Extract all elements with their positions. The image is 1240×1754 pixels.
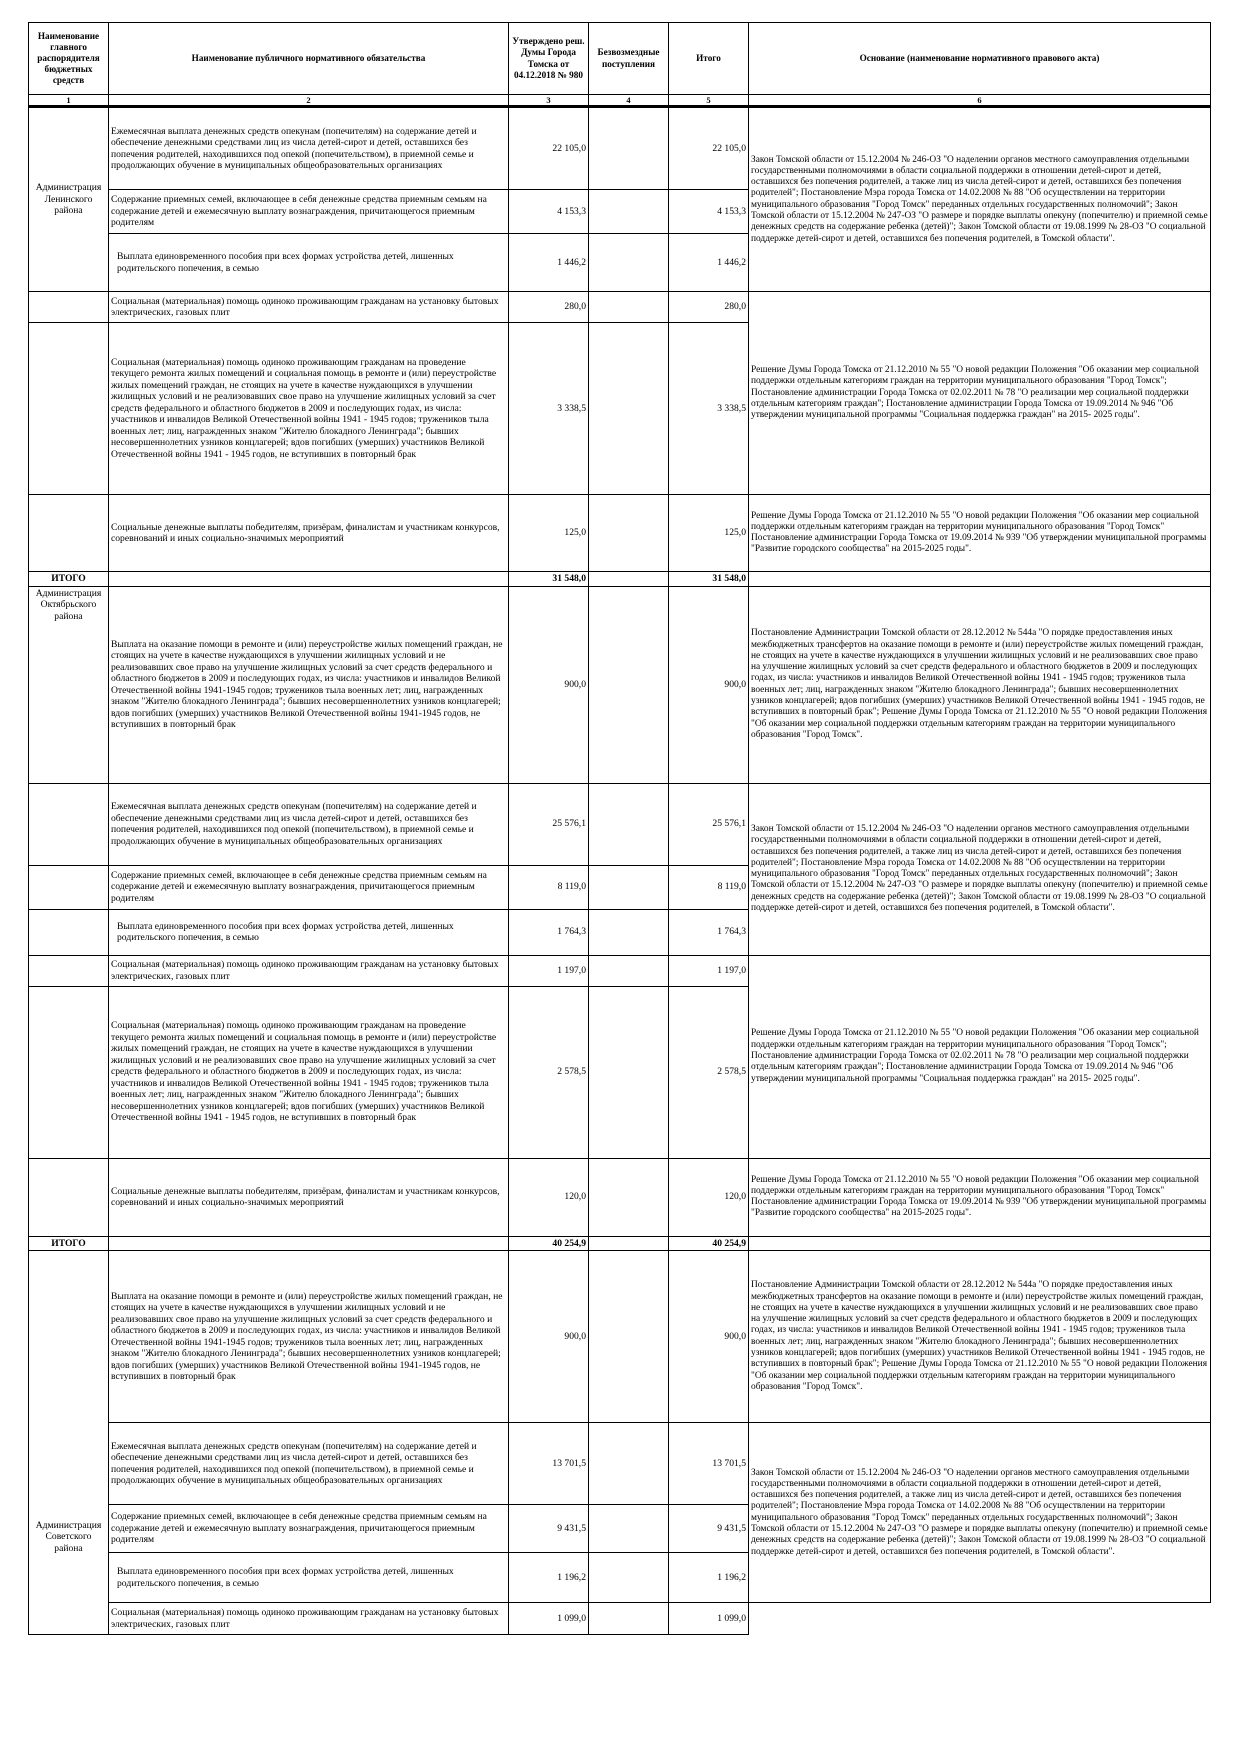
col-index: 3 xyxy=(509,95,589,107)
header-total: Итого xyxy=(669,23,749,95)
total-approved: 40 254,9 xyxy=(509,1236,589,1251)
obligation-name: Выплата единовременного пособия при всех формах устройства детей, лишенных родительского попечения, в семью xyxy=(109,909,509,955)
free-receipts-value xyxy=(589,1251,669,1423)
free-receipts-value xyxy=(589,1603,669,1635)
total-value: 9 431,5 xyxy=(669,1505,749,1553)
total-value: 1 197,0 xyxy=(669,955,749,986)
total-value: 1 099,0 xyxy=(669,1603,749,1635)
approved-value: 1 197,0 xyxy=(509,955,589,986)
table-row xyxy=(29,586,1211,783)
obligation-name: Выплата единовременного пособия при всех формах устройства детей, лишенных родительского попечения, в семью xyxy=(109,1553,509,1603)
approved-value: 8 119,0 xyxy=(509,865,589,909)
legal-basis: Решение Думы Города Томска от 21.12.2010 № 55 "О новой редакции Положения "Об оказании мер социальной поддержки отдельным категориям граждан на территории муниципального образования "Город Томск" Постановление администрации Города Томска от 19.09.2014 № 939 "Об утверждении муниципальной программы "Развитие городского сообщества" на 2015-2025 годы". xyxy=(749,495,1211,572)
approved-value: 1 764,3 xyxy=(509,909,589,955)
approved-value: 25 576,1 xyxy=(509,783,589,865)
obligation-name: Содержание приемных семей, включающее в себя денежные средства приемным семьям на содержание детей и ежемесячную выплату вознаграждения, причитающегося приемным родителям xyxy=(109,1505,509,1553)
free-receipts-value xyxy=(589,783,669,865)
approved-value: 3 338,5 xyxy=(509,323,589,495)
free-receipts-value xyxy=(589,190,669,234)
column-index-row xyxy=(29,95,1211,107)
free-receipts-value xyxy=(589,234,669,292)
obligation-name: Выплата единовременного пособия при всех формах устройства детей, лишенных родительского попечения, в семью xyxy=(109,234,509,292)
total-value: 280,0 xyxy=(669,292,749,323)
obligation-name: Социальная (материальная) помощь одиноко проживающим гражданам на проведение текущего ремонта жилых помещений и социальная помощь в ремонте и (или) переустройстве жилых помещений граждан, не стоящих на учете в качестве нуждающихся в улучшении жилищных условий и не реализовавших свое право на улучшение жилищных условий за счет средств федерального и областного бюджетов в 2009 и последующих годах, из числа: участников и инвалидов Великой Отечественной войны 1941 - 1945 годов; тружеников тыла военных лет; лиц, награжденных знаком "Жителю блокадного Ленинграда"; бывших несовершеннолетних узников концлагерей; вдов погибших (умерших) участников Великой Отечественной войны 1941 - 1945 годов, не вступивших в повторный брак xyxy=(109,323,509,495)
approved-value: 125,0 xyxy=(509,495,589,572)
approved-value: 2 578,5 xyxy=(509,986,589,1158)
total-value: 4 153,3 xyxy=(669,190,749,234)
table-row xyxy=(29,107,1211,190)
obligation-name: Социальная (материальная) помощь одиноко проживающим гражданам на установку бытовых электрических, газовых плит xyxy=(109,292,509,323)
header-obligation: Наименование публичного нормативного обязательства xyxy=(109,23,509,95)
total-value: 900,0 xyxy=(669,1251,749,1423)
total-sum: 40 254,9 xyxy=(669,1236,749,1251)
header-distributor: Наименование главного распорядителя бюджетных средств xyxy=(29,23,109,95)
obligation-name: Социальная (материальная) помощь одиноко проживающим гражданам на установку бытовых электрических, газовых плит xyxy=(109,955,509,986)
table-row xyxy=(29,292,1211,323)
total-value: 2 578,5 xyxy=(669,986,749,1158)
obligation-name: Ежемесячная выплата денежных средств опекунам (попечителям) на содержание детей и обеспечение денежными средствами лиц из числа детей-сирот и детей, оставшихся без попечения родителей, находившихся под опекой (попечительством), в приемной семье и продолжающих обучение в муниципальных общеобразовательных организациях xyxy=(109,107,509,190)
free-receipts-value xyxy=(589,1158,669,1236)
free-receipts-value xyxy=(589,1553,669,1603)
col-index: 4 xyxy=(589,95,669,107)
table-row xyxy=(29,495,1211,572)
approved-value: 1 196,2 xyxy=(509,1553,589,1603)
free-receipts-value xyxy=(589,495,669,572)
legal-basis: Решение Думы Города Томска от 21.12.2010 № 55 "О новой редакции Положения "Об оказании мер социальной поддержки отдельным категориям граждан на территории муниципального образования "Город Томск"; Постановление администрации Города Томска от 02.02.2011 № 78 "О реализации мер социальной поддержки отдельным категориям граждан"; Постановление администрации Города Томска от 19.09.2014 № 946 "Об утверждении муниципальной программы "Социальная поддержка граждан" на 2015- 2025 годы". xyxy=(749,292,1211,495)
obligation-name: Социальная (материальная) помощь одиноко проживающим гражданам на установку бытовых электрических, газовых плит xyxy=(109,1603,509,1635)
obligation-name: Социальные денежные выплаты победителям, призёрам, финалистам и участникам конкурсов, соревнований и иных социально-значимых мероприятий xyxy=(109,495,509,572)
header-basis: Основание (наименование нормативного правового акта) xyxy=(749,23,1211,95)
header-free-receipts: Безвозмездные поступления xyxy=(589,23,669,95)
total-row xyxy=(29,1236,1211,1251)
col-index: 2 xyxy=(109,95,509,107)
obligation-name: Содержание приемных семей, включающее в себя денежные средства приемным семьям на содержание детей и ежемесячную выплату вознаграждения, причитающегося приемным родителям xyxy=(109,190,509,234)
table-row xyxy=(29,1251,1211,1423)
legal-basis: Закон Томской области от 15.12.2004 № 246-ОЗ "О наделении органов местного самоуправления отдельными государственными полномочиями в области социальной поддержки в отношении детей-сирот и детей, оставшихся без попечения родителей, а также лиц из числа детей-сирот и детей, оставшихся без попечения родителей"; Постановление Мэра города Томска от 14.02.2008 № 88 "Об осуществлении на территории муниципального образования "Город Томск" переданных отдельных государственных полномочий"; Закон Томской области от 15.12.2004 № 247-ОЗ "О размере и порядке выплаты опекуну (попечителю) и приемной семье денежных средств на содержание ребенка (детей)"; Закон Томской области от 19.08.1999 № 28-ОЗ "О социальной поддержке детей-сирот и детей, оставшихся без попечения родителей, в Томской области". xyxy=(749,1423,1211,1603)
approved-value: 9 431,5 xyxy=(509,1505,589,1553)
total-value: 1 196,2 xyxy=(669,1553,749,1603)
total-value: 900,0 xyxy=(669,586,749,783)
legal-basis: Постановление Администрации Томской области от 28.12.2012 № 544а "О порядке предоставления иных межбюджетных трансфертов на оказание помощи в ремонте и (или) переустройстве жилых помещений граждан, не стоящих на учете в качестве нуждающихся в улучшении жилищных условий и не реализовавших свое право на улучшение жилищных условий за счет средств федерального и областного бюджетов в 2009 и последующих годах, из числа: участников и инвалидов Великой Отечественной войны 1941 - 1945 годов; тружеников тыла военных лет; лиц, награжденных знаком "Жителю блокадного Ленинграда"; бывших несовершеннолетних узников концлагерей; вдов погибших (умерших) участников Великой Отечественной войны 1941 - 1945 годов, не вступивших в повторный брак"; Решение Думы Города Томска от 21.12.2010 № 55 "О новой редакции Положения "Об оказании мер социальной поддержки отдельным категориям граждан на территории муниципального образования "Город Томск". xyxy=(749,1251,1211,1423)
approved-value: 280,0 xyxy=(509,292,589,323)
table-row xyxy=(29,783,1211,865)
distributor-name: Администрация Октябрьского района xyxy=(29,586,109,783)
total-value: 1 764,3 xyxy=(669,909,749,955)
free-receipts-value xyxy=(589,909,669,955)
distributor-name: Администрация Ленинского района xyxy=(29,107,109,292)
free-receipts-value xyxy=(589,1505,669,1553)
approved-value: 1 099,0 xyxy=(509,1603,589,1635)
approved-value: 4 153,3 xyxy=(509,190,589,234)
approved-value: 900,0 xyxy=(509,586,589,783)
obligation-name: Социальная (материальная) помощь одиноко проживающим гражданам на проведение текущего ремонта жилых помещений и социальная помощь в ремонте и (или) переустройстве жилых помещений граждан, не стоящих на учете в качестве нуждающихся в улучшении жилищных условий и не реализовавших свое право на улучшение жилищных условий за счет средств федерального и областного бюджетов в 2009 и последующих годах, из числа: участников и инвалидов Великой Отечественной войны 1941 - 1945 годов; тружеников тыла военных лет; лиц, награжденных знаком "Жителю блокадного Ленинграда"; бывших несовершеннолетних узников концлагерей; вдов погибших (умерших) участников Великой Отечественной войны 1941 - 1945 годов, не вступивших в повторный брак xyxy=(109,986,509,1158)
approved-value: 22 105,0 xyxy=(509,107,589,190)
table-row xyxy=(29,1603,1211,1635)
col-index: 6 xyxy=(749,95,1211,107)
header-row xyxy=(29,23,1211,95)
free-receipts-value xyxy=(589,107,669,190)
obligation-name: Социальные денежные выплаты победителям, призёрам, финалистам и участникам конкурсов, соревнований и иных социально-значимых мероприятий xyxy=(109,1158,509,1236)
total-value: 22 105,0 xyxy=(669,107,749,190)
approved-value: 13 701,5 xyxy=(509,1423,589,1505)
total-row xyxy=(29,572,1211,587)
table-row xyxy=(29,1423,1211,1505)
free-receipts-value xyxy=(589,323,669,495)
obligation-name: Выплата на оказание помощи в ремонте и (или) переустройстве жилых помещений граждан, не стоящих на учете в качестве нуждающихся в улучшении жилищных условий и не реализовавших свое право на улучшение жилищных условий за счет средств федерального и областного бюджетов в 2009 и последующих годах, из числа: участников и инвалидов Великой Отечественной войны 1941-1945 годов; тружеников тыла военных лет; лиц, награжденных знаком "Жителю блокадного Ленинграда"; бывших несовершеннолетних узников концлагерей; вдов погибших (умерших) участников Великой Отечественной войны 1941-1945 годов, не вступивших в повторный брак xyxy=(109,586,509,783)
budget-table-page xyxy=(28,22,1210,1635)
obligations-table xyxy=(28,22,1211,1635)
total-label: ИТОГО xyxy=(29,1236,109,1251)
total-value: 25 576,1 xyxy=(669,783,749,865)
total-value: 13 701,5 xyxy=(669,1423,749,1505)
approved-value: 900,0 xyxy=(509,1251,589,1423)
free-receipts-value xyxy=(589,1423,669,1505)
total-label: ИТОГО xyxy=(29,572,109,587)
obligation-name: Ежемесячная выплата денежных средств опекунам (попечителям) на содержание детей и обеспечение денежными средствами лиц из числа детей-сирот и детей, оставшихся без попечения родителей, находившихся под опекой (попечительством), в приемной семье и продолжающих обучение в муниципальных общеобразовательных организациях xyxy=(109,783,509,865)
table-row xyxy=(29,955,1211,986)
legal-basis: Решение Думы Города Томска от 21.12.2010 № 55 "О новой редакции Положения "Об оказании мер социальной поддержки отдельным категориям граждан на территории муниципального образования "Город Томск" Постановление администрации Города Томска от 19.09.2014 № 939 "Об утверждении муниципальной программы "Развитие городского сообщества" на 2015-2025 годы". xyxy=(749,1158,1211,1236)
approved-value: 1 446,2 xyxy=(509,234,589,292)
total-value: 3 338,5 xyxy=(669,323,749,495)
col-index: 5 xyxy=(669,95,749,107)
table-row xyxy=(29,1158,1211,1236)
free-receipts-value xyxy=(589,292,669,323)
legal-basis: Постановление Администрации Томской области от 28.12.2012 № 544а "О порядке предоставления иных межбюджетных трансфертов на оказание помощи в ремонте и (или) переустройстве жилых помещений граждан, не стоящих на учете в качестве нуждающихся в улучшении жилищных условий и не реализовавших свое право на улучшение жилищных условий за счет средств федерального и областного бюджетов в 2009 и последующих годах, из числа: участников и инвалидов Великой Отечественной войны 1941 - 1945 годов; тружеников тыла военных лет; лиц, награжденных знаком "Жителю блокадного Ленинграда"; бывших несовершеннолетних узников концлагерей; вдов погибших (умерших) участников Великой Отечественной войны 1941 - 1945 годов, не вступивших в повторный брак"; Решение Думы Города Томска от 21.12.2010 № 55 "О новой редакции Положения "Об оказании мер социальной поддержки отдельным категориям граждан на территории муниципального образования "Город Томск". xyxy=(749,586,1211,783)
approved-value: 120,0 xyxy=(509,1158,589,1236)
col-index: 1 xyxy=(29,95,109,107)
legal-basis: Закон Томской области от 15.12.2004 № 246-ОЗ "О наделении органов местного самоуправления отдельными государственными полномочиями в области социальной поддержки в отношении детей-сирот и детей, оставшихся без попечения родителей, а также лиц из числа детей-сирот и детей, оставшихся без попечения родителей"; Постановление Мэра города Томска от 14.02.2008 № 88 "Об осуществлении на территории муниципального образования "Город Томск" переданных отдельных государственных полномочий"; Закон Томской области от 15.12.2004 № 247-ОЗ "О размере и порядке выплаты опекуну (попечителю) и приемной семье денежных средств на содержание ребенка (детей)"; Закон Томской области от 19.08.1999 № 28-ОЗ "О социальной поддержке детей-сирот и детей, оставшихся без попечения родителей, в Томской области". xyxy=(749,783,1211,955)
total-value: 1 446,2 xyxy=(669,234,749,292)
total-value: 8 119,0 xyxy=(669,865,749,909)
total-value: 125,0 xyxy=(669,495,749,572)
distributor-name: Администрация Советского района xyxy=(29,1251,109,1635)
total-value: 120,0 xyxy=(669,1158,749,1236)
header-approved: Утверждено реш. Думы Города Томска от 04.12.2018 № 980 xyxy=(509,23,589,95)
obligation-name: Содержание приемных семей, включающее в себя денежные средства приемным семьям на содержание детей и ежемесячную выплату вознаграждения, причитающегося приемным родителям xyxy=(109,865,509,909)
free-receipts-value xyxy=(589,586,669,783)
obligation-name: Выплата на оказание помощи в ремонте и (или) переустройстве жилых помещений граждан, не стоящих на учете в качестве нуждающихся в улучшении жилищных условий и не реализовавших свое право на улучшение жилищных условий за счет средств федерального и областного бюджетов в 2009 и последующих годах, из числа: участников и инвалидов Великой Отечественной войны 1941-1945 годов; тружеников тыла военных лет; лиц, награжденных знаком "Жителю блокадного Ленинграда"; бывших несовершеннолетних узников концлагерей; вдов погибших (умерших) участников Великой Отечественной войны 1941-1945 годов, не вступивших в повторный брак xyxy=(109,1251,509,1423)
total-sum: 31 548,0 xyxy=(669,572,749,587)
free-receipts-value xyxy=(589,986,669,1158)
free-receipts-value xyxy=(589,865,669,909)
legal-basis: Решение Думы Города Томска от 21.12.2010 № 55 "О новой редакции Положения "Об оказании мер социальной поддержки отдельным категориям граждан на территории муниципального образования "Город Томск"; Постановление администрации Города Томска от 02.02.2011 № 78 "О реализации мер социальной поддержки отдельным категориям граждан"; Постановление администрации Города Томска от 19.09.2014 № 946 "Об утверждении муниципальной программы "Социальная поддержка граждан" на 2015- 2025 годы". xyxy=(749,955,1211,1158)
total-approved: 31 548,0 xyxy=(509,572,589,587)
free-receipts-value xyxy=(589,955,669,986)
obligation-name: Ежемесячная выплата денежных средств опекунам (попечителям) на содержание детей и обеспечение денежными средствами лиц из числа детей-сирот и детей, оставшихся без попечения родителей, находившихся под опекой (попечительством), в приемной семье и продолжающих обучение в муниципальных общеобразовательных организациях xyxy=(109,1423,509,1505)
legal-basis: Закон Томской области от 15.12.2004 № 246-ОЗ "О наделении органов местного самоуправления отдельными государственными полномочиями в области социальной поддержки в отношении детей-сирот и детей, оставшихся без попечения родителей, а также лиц из числа детей-сирот и детей, оставшихся без попечения родителей"; Постановление Мэра города Томска от 14.02.2008 № 88 "Об осуществлении на территории муниципального образования "Город Томск" переданных отдельных государственных полномочий"; Закон Томской области от 15.12.2004 № 247-ОЗ "О размере и порядке выплаты опекуну (попечителю) и приемной семье денежных средств на содержание ребенка (детей)"; Закон Томской области от 19.08.1999 № 28-ОЗ "О социальной поддержке детей-сирот и детей, оставшихся без попечения родителей, в Томской области". xyxy=(749,107,1211,292)
